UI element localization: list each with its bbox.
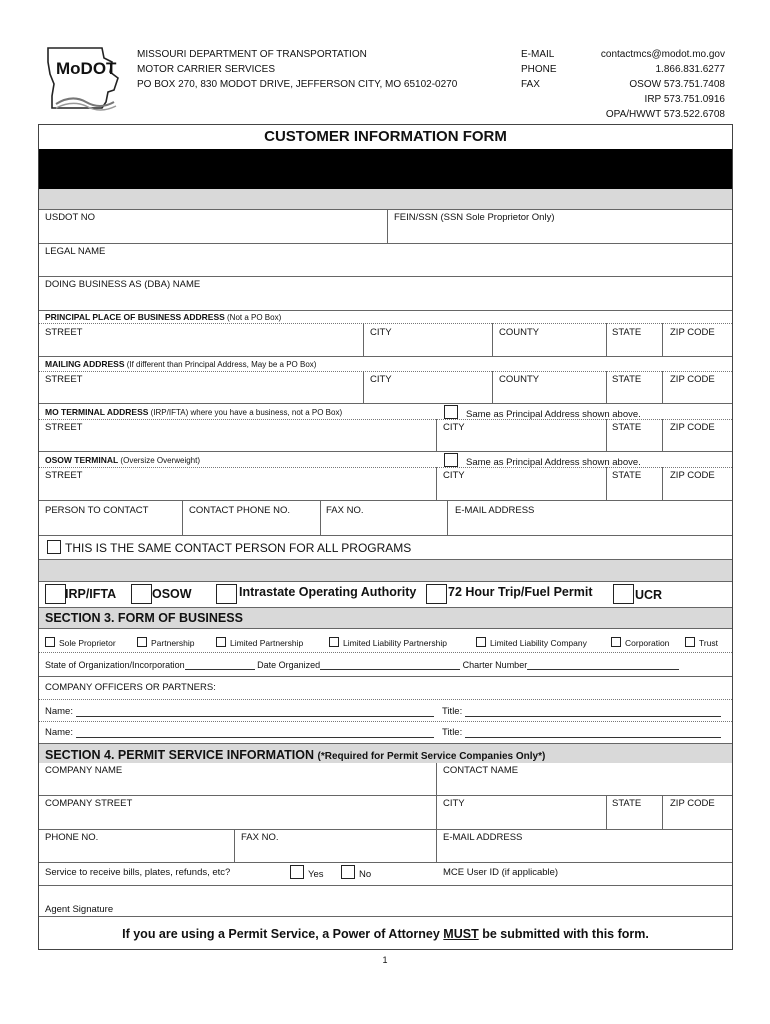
- principal-address-heading: PRINCIPAL PLACE OF BUSINESS ADDRESS: [45, 312, 225, 322]
- form-title: CUSTOMER INFORMATION FORM: [264, 128, 507, 145]
- company-zip-label: ZIP CODE: [670, 798, 715, 809]
- intrastate-authority-checkbox[interactable]: [216, 584, 237, 604]
- officer1-title-label: Title:: [442, 706, 463, 717]
- osow-checkbox[interactable]: [131, 584, 152, 604]
- legal-name-input[interactable]: [39, 257, 733, 276]
- fax-label: FAX: [521, 79, 540, 90]
- osow-terminal-note: (Oversize Overweight): [118, 456, 200, 465]
- mo-terminal-zip-label: ZIP CODE: [670, 422, 715, 433]
- contact-labels: [521, 47, 557, 92]
- llp-checkbox[interactable]: [329, 637, 339, 647]
- service-no-label: No: [359, 869, 372, 880]
- service-question-label: Service to receive bills, plates, refunds, etc?: [45, 867, 231, 878]
- contact-name-label: CONTACT NAME: [443, 765, 519, 776]
- state-org-label: State of Organization/Incorporation: [45, 660, 185, 670]
- principal-street-label: STREET: [45, 327, 83, 338]
- mo-terminal-street-label: STREET: [45, 422, 83, 433]
- principal-address-note: (Not a PO Box): [224, 313, 282, 322]
- limited-partnership-label: Limited Partnership: [230, 638, 304, 648]
- limited-partnership-checkbox[interactable]: [216, 637, 226, 647]
- osow-terminal-zip-label: ZIP CODE: [670, 470, 715, 481]
- page-number: 1: [382, 955, 388, 965]
- modot-logo: [42, 44, 126, 116]
- sole-proprietor-checkbox[interactable]: [45, 637, 55, 647]
- service-yes-checkbox[interactable]: [290, 865, 304, 879]
- officer2-title-label: Title:: [442, 727, 463, 738]
- principal-city-label: CITY: [370, 327, 392, 338]
- irp-ifta-checkbox[interactable]: [45, 584, 66, 604]
- legal-name-label: LEGAL NAME: [45, 246, 106, 257]
- section3-heading: SECTION 3. FORM OF BUSINESS: [39, 607, 732, 628]
- permit-fax-label: FAX NO.: [241, 832, 279, 843]
- permit-phone-label: PHONE NO.: [45, 832, 99, 843]
- org-name: MISSOURI DEPARTMENT OF TRANSPORTATION: [137, 49, 367, 60]
- same-contact-checkbox[interactable]: [47, 540, 61, 554]
- principal-county-label: COUNTY: [499, 327, 540, 338]
- partnership-label: Partnership: [151, 638, 195, 648]
- permit-email-label: E-MAIL ADDRESS: [443, 832, 523, 843]
- date-org-label: Date Organized: [257, 660, 321, 670]
- svg-text:MoDOT: MoDOT: [56, 59, 117, 78]
- section4-heading: SECTION 4. PERMIT SERVICE INFORMATION: [45, 748, 315, 762]
- officer1-name-input[interactable]: [76, 705, 434, 717]
- email-label: E-MAIL: [521, 49, 555, 60]
- officers-label: COMPANY OFFICERS OR PARTNERS:: [45, 682, 216, 693]
- same-contact-label: THIS IS THE SAME CONTACT PERSON FOR ALL PROGRAMS: [65, 541, 412, 555]
- officer2-name-input[interactable]: [76, 726, 434, 738]
- officer1-title-input[interactable]: [465, 705, 721, 717]
- corporation-label: Corporation: [625, 638, 670, 648]
- company-state-label: STATE: [612, 798, 642, 809]
- service-no-checkbox[interactable]: [341, 865, 355, 879]
- trust-label: Trust: [699, 638, 719, 648]
- charter-input[interactable]: [527, 659, 679, 670]
- partnership-checkbox[interactable]: [137, 637, 147, 647]
- agent-signature-input[interactable]: [39, 886, 733, 916]
- org-mailing-address: PO BOX 270, 830 MODOT DRIVE, JEFFERSON CITY, MO 65102-0270: [137, 79, 458, 90]
- service-yes-label: Yes: [308, 869, 324, 880]
- mo-terminal-city-label: CITY: [443, 422, 465, 433]
- person-to-contact-label: PERSON TO CONTACT: [45, 505, 149, 516]
- principal-state-label: STATE: [612, 327, 642, 338]
- usdot-label: USDOT NO: [45, 212, 95, 223]
- company-name-label: COMPANY NAME: [45, 765, 123, 776]
- osow-terminal-city-label: CITY: [443, 470, 465, 481]
- dba-label: DOING BUSINESS AS (DBA) NAME: [45, 279, 201, 290]
- osow-terminal-street-label: STREET: [45, 470, 83, 481]
- section4-note: (*Required for Permit Service Companies Only*): [317, 751, 546, 762]
- principal-zip-label: ZIP CODE: [670, 327, 715, 338]
- charter-label: Charter Number: [462, 660, 528, 670]
- officer2-title-input[interactable]: [465, 726, 721, 738]
- org-address: [137, 47, 457, 92]
- mo-terminal-same-checkbox[interactable]: [444, 405, 458, 419]
- contact-fax-label: FAX NO.: [326, 505, 364, 516]
- mce-user-label: MCE User ID (if applicable): [443, 867, 559, 878]
- contact-email-label: E-MAIL ADDRESS: [455, 505, 535, 516]
- fein-label: FEIN/SSN (SSN Sole Proprietor Only): [394, 212, 555, 223]
- state-org-input[interactable]: [185, 659, 255, 670]
- fein-input[interactable]: [388, 223, 733, 243]
- osow-terminal-same-label: Same as Principal Address shown above.: [466, 457, 641, 468]
- customer-information-form: [38, 124, 733, 950]
- principal-street-input[interactable]: [39, 338, 363, 356]
- mailing-street-input[interactable]: [39, 385, 363, 403]
- ucr-label: UCR: [635, 588, 663, 602]
- osow-terminal-same-checkbox[interactable]: [444, 453, 458, 467]
- company-city-label: CITY: [443, 798, 465, 809]
- mailing-address-note: (If different than Principal Address, May be a PO Box): [124, 360, 317, 369]
- mailing-address-heading: MAILING ADDRESS: [45, 359, 125, 369]
- fax-irp-value: IRP 573.751.0916: [644, 94, 725, 105]
- fax-osow-value: OSOW 573.751.7408: [629, 79, 725, 90]
- officer2-name-label: Name:: [45, 727, 73, 738]
- page-header: [0, 0, 770, 122]
- poa-must: MUST: [443, 927, 479, 941]
- intrastate-authority-label: Intrastate Operating Authority: [239, 585, 417, 599]
- osow-terminal-heading: OSOW TERMINAL: [45, 455, 119, 465]
- llp-label: Limited Liability Partnership: [343, 638, 447, 648]
- phone-value: 1.866.831.6277: [655, 64, 725, 75]
- trust-checkbox[interactable]: [685, 637, 695, 647]
- ucr-checkbox[interactable]: [613, 584, 634, 604]
- phone-label: PHONE: [521, 64, 557, 75]
- org-division: MOTOR CARRIER SERVICES: [137, 64, 275, 75]
- poa-text-start: If you are using a Permit Service, a Power of Attorney: [122, 927, 444, 941]
- trip-fuel-permit-label: 72 Hour Trip/Fuel Permit: [448, 585, 593, 599]
- contact-values: [601, 47, 725, 122]
- trip-fuel-permit-checkbox[interactable]: [426, 584, 447, 604]
- mailing-zip-label: ZIP CODE: [670, 374, 715, 385]
- mo-terminal-heading: MO TERMINAL ADDRESS: [45, 407, 149, 417]
- power-of-attorney-note: [39, 927, 732, 941]
- fax-opa-value: OPA/HWWT 573.522.6708: [605, 109, 725, 120]
- irp-ifta-label: IRP/IFTA: [65, 587, 117, 601]
- programs-banner: [39, 559, 732, 581]
- dba-input[interactable]: [39, 290, 733, 310]
- mo-terminal-state-label: STATE: [612, 422, 642, 433]
- email-value: contactmcs@modot.mo.gov: [600, 49, 725, 60]
- poa-text-end: be submitted with this form.: [478, 927, 649, 941]
- company-street-label: COMPANY STREET: [45, 798, 133, 809]
- mo-terminal-same-label: Same as Principal Address shown above.: [466, 409, 641, 420]
- llc-checkbox[interactable]: [476, 637, 486, 647]
- mailing-street-label: STREET: [45, 374, 83, 385]
- date-org-input[interactable]: [320, 659, 460, 670]
- mailing-county-label: COUNTY: [499, 374, 540, 385]
- mo-terminal-note: (IRP/IFTA) where you have a business, not a PO Box): [148, 408, 343, 417]
- section-banner-black: [39, 149, 732, 189]
- usdot-input[interactable]: [39, 223, 387, 243]
- officer1-name-label: Name:: [45, 706, 73, 717]
- osow-label: OSOW: [152, 587, 192, 601]
- osow-terminal-state-label: STATE: [612, 470, 642, 481]
- mailing-city-label: CITY: [370, 374, 392, 385]
- llc-label: Limited Liability Company: [490, 638, 587, 648]
- sole-proprietor-label: Sole Proprietor: [59, 638, 116, 648]
- mailing-state-label: STATE: [612, 374, 642, 385]
- section-banner-gray: [39, 189, 732, 209]
- agent-signature-label: Agent Signature: [45, 904, 114, 915]
- corporation-checkbox[interactable]: [611, 637, 621, 647]
- contact-phone-label: CONTACT PHONE NO.: [189, 505, 290, 516]
